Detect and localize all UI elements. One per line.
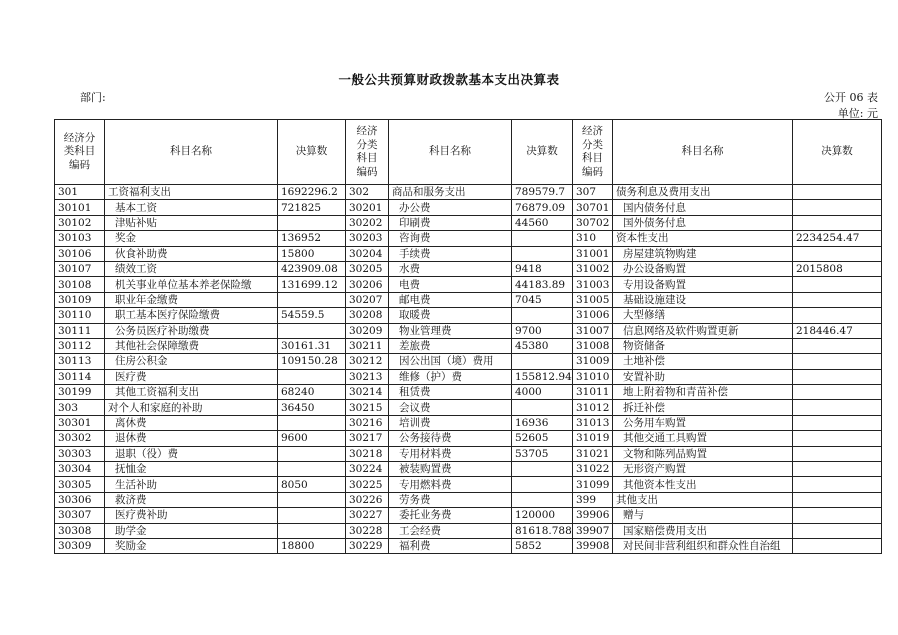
name-cell-3: 信息网络及软件购置更新 [613,323,793,338]
amount-cell-1: 131699.12 [278,277,346,292]
amount-cell-1 [278,492,346,507]
table-row [55,415,882,430]
amount-cell-1: 109150.28 [278,354,346,369]
code-cell-1: 30114 [55,369,105,384]
code-cell-1: 30110 [55,308,105,323]
amount-cell-2: 789579.7 [512,185,573,200]
amount-cell-1: 1692296.2 [278,185,346,200]
name-cell-3: 其他交通工具购置 [613,431,793,446]
code-cell-3: 307 [573,185,613,200]
name-cell-1: 救济费 [105,492,278,507]
amount-cell-3 [793,246,882,261]
name-cell-1: 医疗费补助 [105,508,278,523]
amount-cell-3 [793,446,882,461]
name-cell-3: 资本性支出 [613,231,793,246]
amount-cell-2: 53705 [512,446,573,461]
code-cell-2: 30207 [346,292,389,307]
code-cell-2: 30214 [346,385,389,400]
name-cell-1: 职工基本医疗保险缴费 [105,308,278,323]
unit-label: 单位: 元 [837,107,878,120]
table-row [55,508,882,523]
code-cell-1: 30309 [55,538,105,553]
amount-cell-2: 120000 [512,508,573,523]
name-cell-3: 债务利息及费用支出 [613,185,793,200]
name-cell-2: 专用材料费 [389,446,512,461]
amount-cell-2: 76879.09 [512,200,573,215]
code-cell-3: 31013 [573,415,613,430]
code-cell-2: 30208 [346,308,389,323]
code-cell-2: 302 [346,185,389,200]
name-cell-1: 公务员医疗补助缴费 [105,323,278,338]
code-cell-1: 303 [55,400,105,415]
amount-cell-2: 7045 [512,292,573,307]
name-cell-2: 专用燃料费 [389,477,512,492]
code-cell-3: 31012 [573,400,613,415]
name-cell-2: 电费 [389,277,512,292]
table-row [55,292,882,307]
code-cell-2: 30215 [346,400,389,415]
table-body [55,185,882,554]
code-cell-1: 30302 [55,431,105,446]
form-number: 公开 06 表 [824,91,878,104]
code-cell-1: 30112 [55,338,105,353]
amount-cell-2 [512,231,573,246]
code-cell-1: 30303 [55,446,105,461]
amount-cell-2: 52605 [512,431,573,446]
amount-cell-2: 5852 [512,538,573,553]
amount-cell-1: 18800 [278,538,346,553]
table-row [55,308,882,323]
code-cell-2: 30229 [346,538,389,553]
name-cell-3: 地上附着物和青苗补偿 [613,385,793,400]
amount-cell-1: 36450 [278,400,346,415]
name-cell-1: 职业年金缴费 [105,292,278,307]
name-cell-1: 离休费 [105,415,278,430]
amount-cell-2 [512,477,573,492]
code-cell-2: 30205 [346,261,389,276]
name-cell-1: 生活补助 [105,477,278,492]
code-cell-3: 31010 [573,369,613,384]
amount-cell-1 [278,462,346,477]
code-cell-2: 30201 [346,200,389,215]
name-cell-3: 国外债务付息 [613,215,793,230]
name-cell-2: 邮电费 [389,292,512,307]
header-name-2: 科目名称 [389,120,512,185]
name-cell-2: 因公出国（境）费用 [389,354,512,369]
code-cell-3: 399 [573,492,613,507]
code-cell-2: 30202 [346,215,389,230]
amount-cell-2: 4000 [512,385,573,400]
code-cell-1: 30305 [55,477,105,492]
code-cell-1: 30108 [55,277,105,292]
code-cell-3: 31011 [573,385,613,400]
code-cell-3: 31002 [573,261,613,276]
name-cell-1: 助学金 [105,523,278,538]
name-cell-1: 医疗费 [105,369,278,384]
header-code-2: 经济分类科目编码 [346,120,389,185]
header-code-3: 经济分类科目编码 [573,120,613,185]
header-amount-1: 决算数 [278,120,346,185]
name-cell-1: 工资福利支出 [105,185,278,200]
table-row [55,185,882,200]
amount-cell-2 [512,492,573,507]
amount-cell-3 [793,277,882,292]
code-cell-3: 31005 [573,292,613,307]
code-cell-2: 30209 [346,323,389,338]
table-row [55,431,882,446]
name-cell-3: 专用设备购置 [613,277,793,292]
table-row [55,277,882,292]
amount-cell-2: 44560 [512,215,573,230]
code-cell-2: 30211 [346,338,389,353]
amount-cell-2 [512,462,573,477]
amount-cell-2: 9418 [512,261,573,276]
amount-cell-1: 30161.31 [278,338,346,353]
code-cell-1: 30111 [55,323,105,338]
name-cell-3: 国内债务付息 [613,200,793,215]
amount-cell-3: 2015808 [793,261,882,276]
table-row [55,261,882,276]
amount-cell-1: 15800 [278,246,346,261]
name-cell-3: 物资储备 [613,338,793,353]
code-cell-2: 30218 [346,446,389,461]
name-cell-2: 取暖费 [389,308,512,323]
table-row [55,338,882,353]
name-cell-1: 伙食补助费 [105,246,278,261]
table-row [55,246,882,261]
code-cell-3: 31007 [573,323,613,338]
amount-cell-2: 155812.94 [512,369,573,384]
header-name-3: 科目名称 [613,120,793,185]
name-cell-2: 会议费 [389,400,512,415]
page-title: 一般公共预算财政拨款基本支出决算表 [338,72,560,87]
name-cell-1: 机关事业单位基本养老保险缴 [105,277,278,292]
code-cell-3: 39908 [573,538,613,553]
code-cell-2: 30204 [346,246,389,261]
code-cell-3: 31021 [573,446,613,461]
amount-cell-3 [793,369,882,384]
code-cell-2: 30217 [346,431,389,446]
name-cell-2: 手续费 [389,246,512,261]
amount-cell-2 [512,354,573,369]
name-cell-2: 维修（护）费 [389,369,512,384]
code-cell-1: 30306 [55,492,105,507]
amount-cell-3 [793,385,882,400]
amount-cell-3 [793,508,882,523]
name-cell-2: 差旅费 [389,338,512,353]
amount-cell-3 [793,523,882,538]
code-cell-2: 30206 [346,277,389,292]
amount-cell-2 [512,400,573,415]
code-cell-3: 39907 [573,523,613,538]
code-cell-1: 30304 [55,462,105,477]
table-row [55,369,882,384]
header-name-1: 科目名称 [105,120,278,185]
code-cell-2: 30226 [346,492,389,507]
amount-cell-1 [278,292,346,307]
name-cell-3: 房屋建筑物购建 [613,246,793,261]
name-cell-3: 赠与 [613,508,793,523]
amount-cell-1 [278,446,346,461]
amount-cell-3 [793,292,882,307]
header-code-1: 经济分类科目编码 [55,120,105,185]
name-cell-2: 咨询费 [389,231,512,246]
code-cell-3: 31008 [573,338,613,353]
name-cell-1: 奖励金 [105,538,278,553]
name-cell-3: 大型修缮 [613,308,793,323]
amount-cell-3 [793,354,882,369]
name-cell-2: 工会经费 [389,523,512,538]
code-cell-3: 31099 [573,477,613,492]
table-row [55,354,882,369]
amount-cell-3 [793,431,882,446]
amount-cell-1 [278,523,346,538]
table-row [55,323,882,338]
table-header-row [55,120,882,185]
name-cell-1: 住房公积金 [105,354,278,369]
amount-cell-2: 9700 [512,323,573,338]
name-cell-3: 其他支出 [613,492,793,507]
name-cell-1: 其他工资福利支出 [105,385,278,400]
amount-cell-2: 16936 [512,415,573,430]
code-cell-1: 30109 [55,292,105,307]
amount-cell-1: 54559.5 [278,308,346,323]
amount-cell-1 [278,323,346,338]
name-cell-1: 退职（役）费 [105,446,278,461]
expenditure-table [54,119,882,554]
name-cell-1: 基本工资 [105,200,278,215]
name-cell-3: 国家赔偿费用支出 [613,523,793,538]
name-cell-1: 退休费 [105,431,278,446]
name-cell-2: 印刷费 [389,215,512,230]
amount-cell-2: 44183.89 [512,277,573,292]
amount-cell-1: 9600 [278,431,346,446]
name-cell-3: 基础设施建设 [613,292,793,307]
amount-cell-2: 45380 [512,338,573,353]
code-cell-3: 39906 [573,508,613,523]
code-cell-1: 30103 [55,231,105,246]
code-cell-3: 31001 [573,246,613,261]
code-cell-1: 30102 [55,215,105,230]
table-row [55,385,882,400]
table-row [55,462,882,477]
amount-cell-3 [793,492,882,507]
amount-cell-3 [793,538,882,553]
code-cell-1: 301 [55,185,105,200]
name-cell-2: 委托业务费 [389,508,512,523]
name-cell-1: 抚恤金 [105,462,278,477]
amount-cell-3 [793,308,882,323]
code-cell-1: 30307 [55,508,105,523]
code-cell-1: 30301 [55,415,105,430]
code-cell-3: 310 [573,231,613,246]
name-cell-2: 劳务费 [389,492,512,507]
amount-cell-2 [512,246,573,261]
table-row [55,446,882,461]
name-cell-3: 办公设备购置 [613,261,793,276]
header-amount-2: 决算数 [512,120,573,185]
name-cell-3: 拆迁补偿 [613,400,793,415]
table-row [55,231,882,246]
amount-cell-3 [793,415,882,430]
name-cell-2: 水费 [389,261,512,276]
amount-cell-3 [793,462,882,477]
amount-cell-2 [512,308,573,323]
table-row [55,477,882,492]
name-cell-3: 文物和陈列品购置 [613,446,793,461]
code-cell-2: 30216 [346,415,389,430]
table-row [55,215,882,230]
amount-cell-1: 721825 [278,200,346,215]
name-cell-2: 物业管理费 [389,323,512,338]
name-cell-3: 对民间非营利组织和群众性自治组 [613,538,793,553]
amount-cell-3 [793,185,882,200]
code-cell-1: 30199 [55,385,105,400]
code-cell-1: 30308 [55,523,105,538]
code-cell-1: 30101 [55,200,105,215]
name-cell-3: 安置补助 [613,369,793,384]
code-cell-3: 30702 [573,215,613,230]
name-cell-2: 福利费 [389,538,512,553]
code-cell-2: 30203 [346,231,389,246]
name-cell-2: 租赁费 [389,385,512,400]
name-cell-3: 无形资产购置 [613,462,793,477]
amount-cell-1 [278,415,346,430]
code-cell-3: 31006 [573,308,613,323]
amount-cell-3 [793,215,882,230]
code-cell-2: 30227 [346,508,389,523]
name-cell-2: 培训费 [389,415,512,430]
name-cell-1: 津贴补贴 [105,215,278,230]
amount-cell-1 [278,215,346,230]
amount-cell-3 [793,338,882,353]
department-label: 部门: [80,91,106,104]
amount-cell-2: 81618.788 [512,523,573,538]
code-cell-2: 30212 [346,354,389,369]
name-cell-3: 其他资本性支出 [613,477,793,492]
code-cell-1: 30113 [55,354,105,369]
table-row [55,400,882,415]
name-cell-1: 绩效工资 [105,261,278,276]
code-cell-3: 31003 [573,277,613,292]
code-cell-2: 30228 [346,523,389,538]
amount-cell-1: 423909.08 [278,261,346,276]
code-cell-3: 31022 [573,462,613,477]
code-cell-2: 30224 [346,462,389,477]
amount-cell-3 [793,400,882,415]
code-cell-2: 30213 [346,369,389,384]
name-cell-3: 土地补偿 [613,354,793,369]
amount-cell-3 [793,477,882,492]
amount-cell-3: 218446.47 [793,323,882,338]
table-row [55,523,882,538]
name-cell-1: 其他社会保障缴费 [105,338,278,353]
code-cell-2: 30225 [346,477,389,492]
code-cell-3: 30701 [573,200,613,215]
amount-cell-1 [278,508,346,523]
table-row [55,492,882,507]
code-cell-3: 31009 [573,354,613,369]
amount-cell-1: 8050 [278,477,346,492]
code-cell-3: 31019 [573,431,613,446]
code-cell-1: 30106 [55,246,105,261]
amount-cell-1: 136952 [278,231,346,246]
amount-cell-3 [793,200,882,215]
name-cell-1: 奖金 [105,231,278,246]
code-cell-1: 30107 [55,261,105,276]
name-cell-2: 被装购置费 [389,462,512,477]
amount-cell-1 [278,369,346,384]
name-cell-2: 商品和服务支出 [389,185,512,200]
table-row [55,538,882,553]
name-cell-2: 办公费 [389,200,512,215]
amount-cell-1: 68240 [278,385,346,400]
name-cell-3: 公务用车购置 [613,415,793,430]
name-cell-1: 对个人和家庭的补助 [105,400,278,415]
table-row [55,200,882,215]
name-cell-2: 公务接待费 [389,431,512,446]
header-amount-3: 决算数 [793,120,882,185]
amount-cell-3: 2234254.47 [793,231,882,246]
